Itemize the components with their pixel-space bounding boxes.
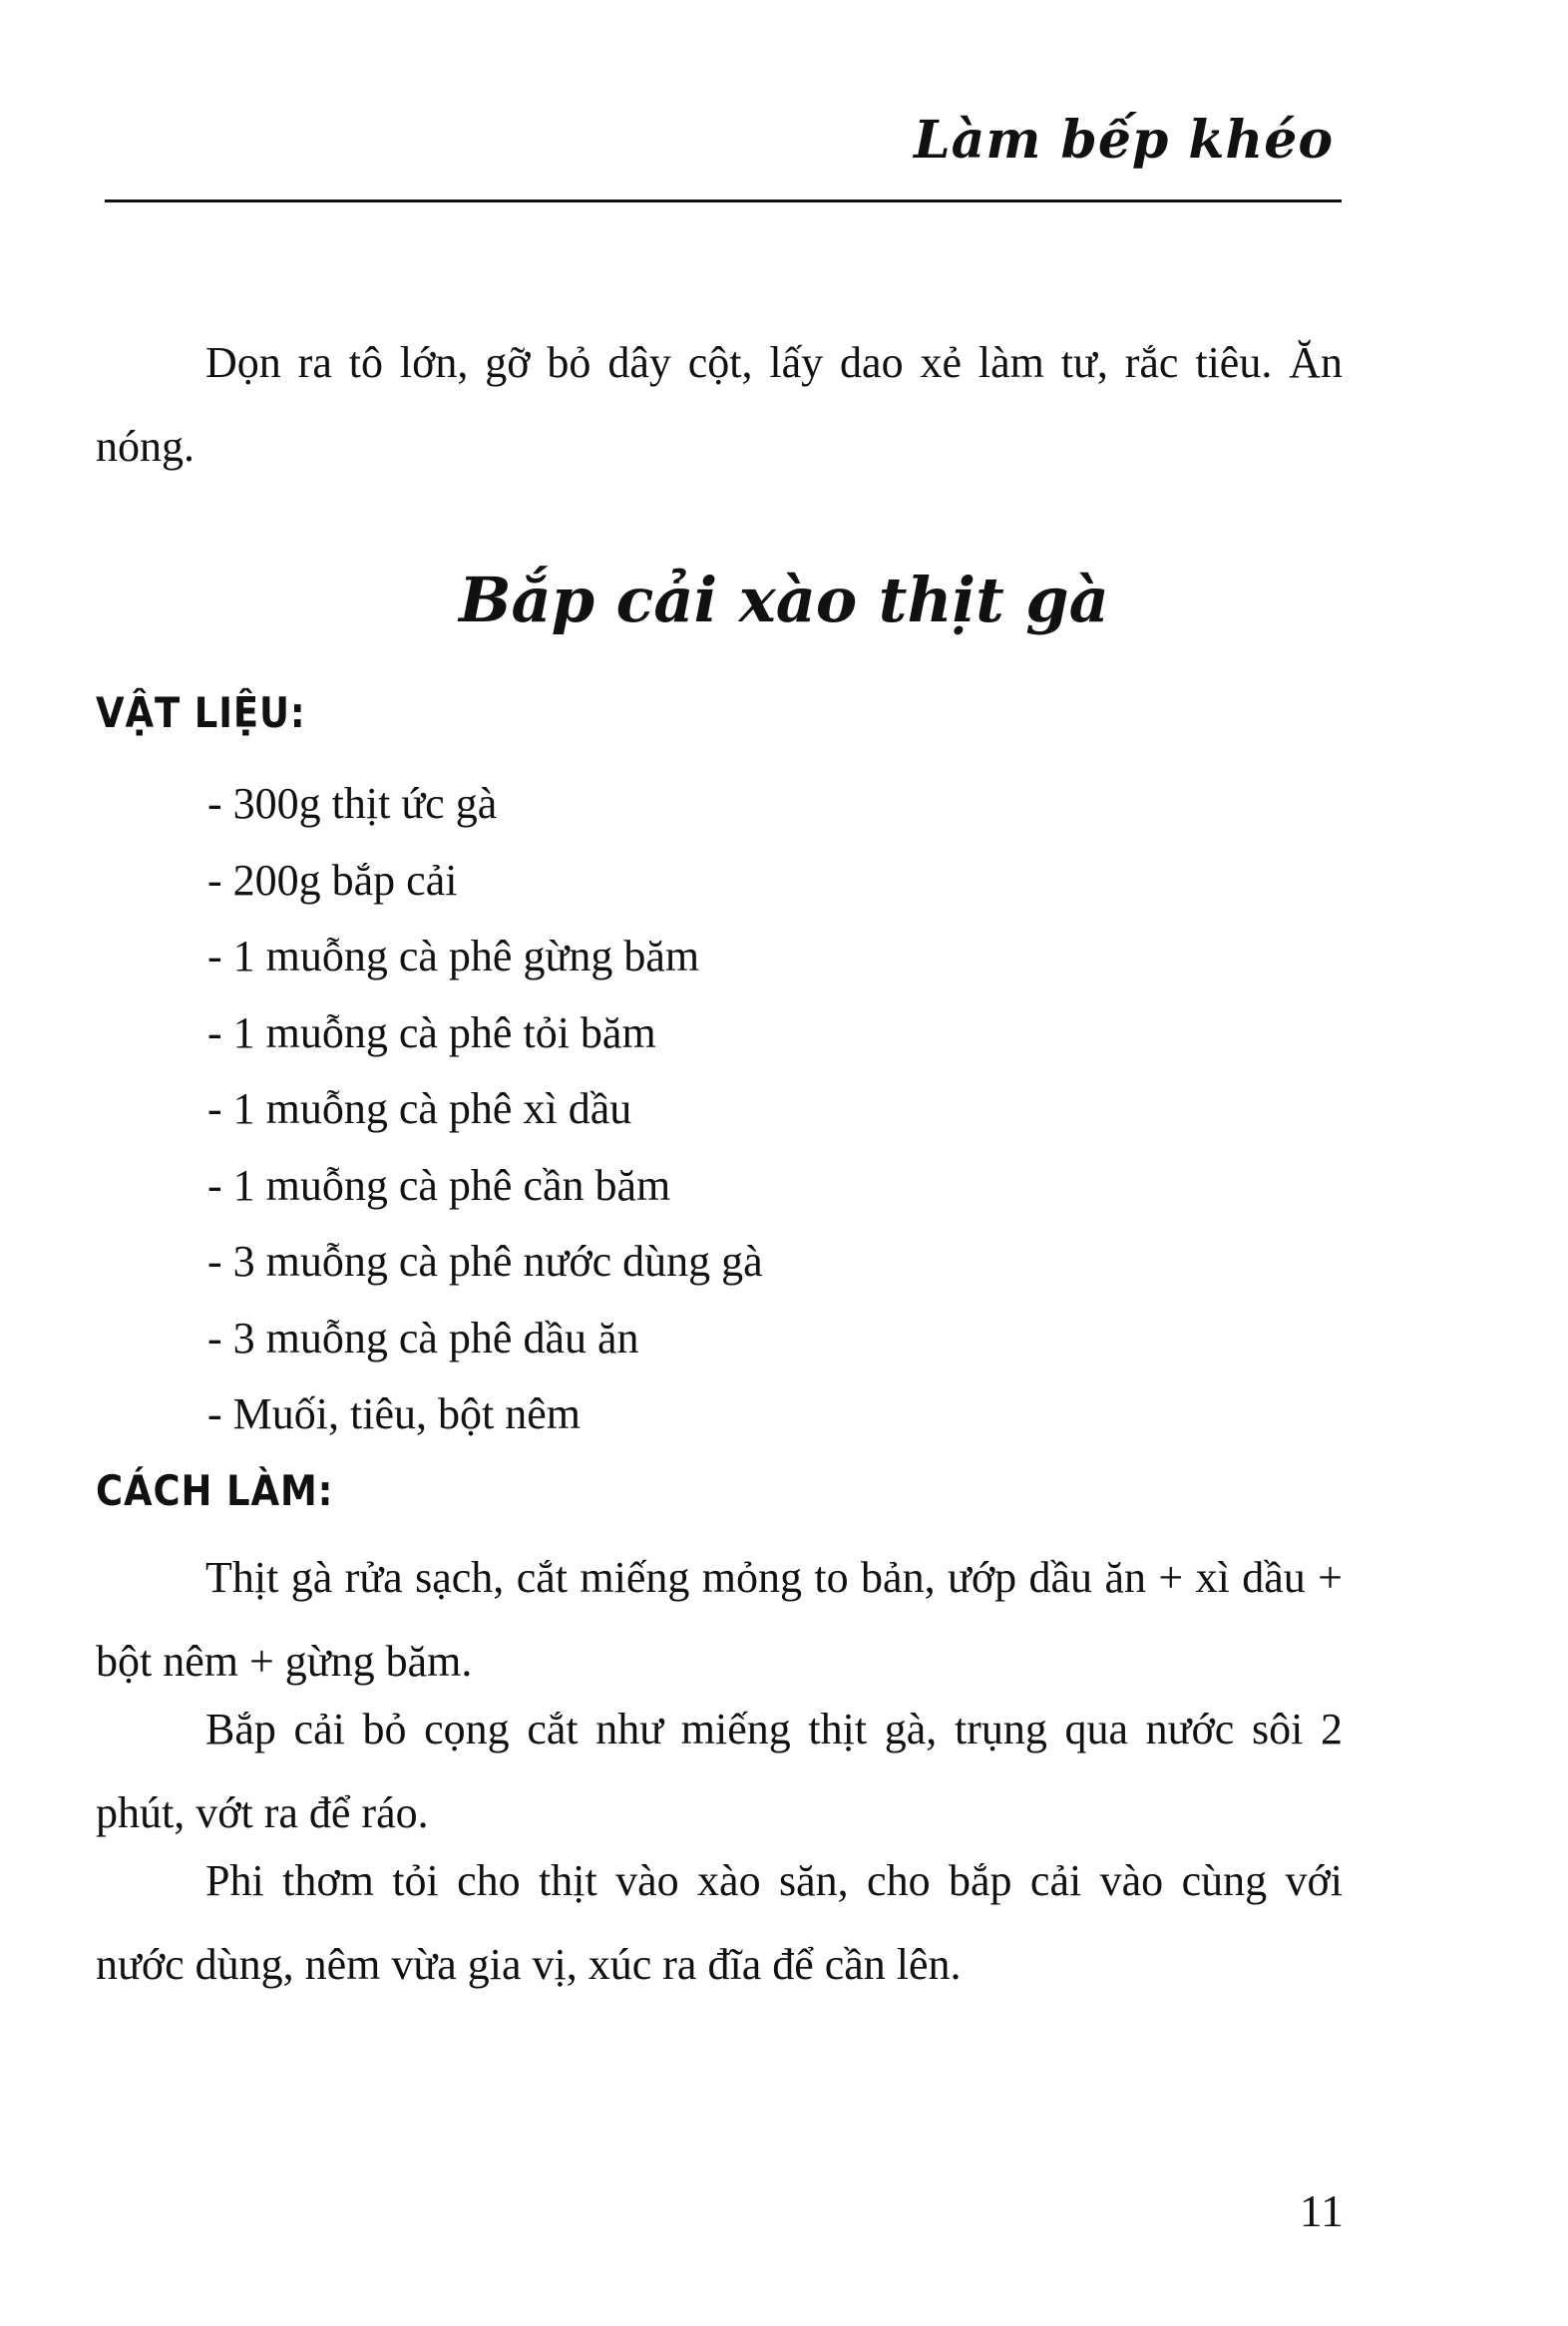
method-heading: CÁCH LÀM: (96, 1466, 334, 1515)
ingredient-item: - 3 muỗng cà phê nước dùng gà (207, 1237, 763, 1286)
ingredient-item: - Muối, tiêu, bột nêm (207, 1389, 581, 1438)
intro-paragraph: Dọn ra tô lớn, gỡ bỏ dây cột, lấy dao xẻ làm tư, rắc tiêu. Ăn nóng. (96, 338, 1343, 471)
running-header-title: Làm bếp khéo (914, 110, 1334, 171)
page-number: 11 (1299, 2185, 1344, 2236)
method-step: Phi thơm tỏi cho thịt vào xào săn, cho bắp cải vào cùng với nước dùng, nêm vừa gia vị, xúc ra đĩa để cần lên. (96, 1856, 1343, 1989)
ingredient-item: - 1 muỗng cà phê gừng băm (207, 932, 700, 980)
ingredient-list (207, 766, 763, 1453)
header-rule (105, 199, 1342, 202)
ingredient-item: - 1 muỗng cà phê cần băm (207, 1160, 671, 1210)
method-step: Bắp cải bỏ cọng cắt như miếng thịt gà, trụng qua nước sôi 2 phút, vớt ra để ráo. (96, 1705, 1343, 1837)
recipe-title: Bắp cải xào thịt gà (459, 564, 1109, 636)
ingredient-item: - 300g thịt ức gà (207, 779, 498, 828)
ingredient-item: - 200g bắp cải (207, 855, 458, 905)
ingredient-item: - 1 muỗng cà phê tỏi băm (207, 1007, 656, 1057)
materials-heading: VẬT LIỆU: (96, 688, 306, 737)
ingredient-item: - 1 muỗng cà phê xì dầu (207, 1084, 632, 1133)
ingredient-item: - 3 muỗng cà phê dầu ăn (207, 1313, 639, 1362)
method-step: Thịt gà rửa sạch, cắt miếng mỏng to bản, ướp dầu ăn + xì dầu + bột nêm + gừng băm. (96, 1553, 1343, 1686)
